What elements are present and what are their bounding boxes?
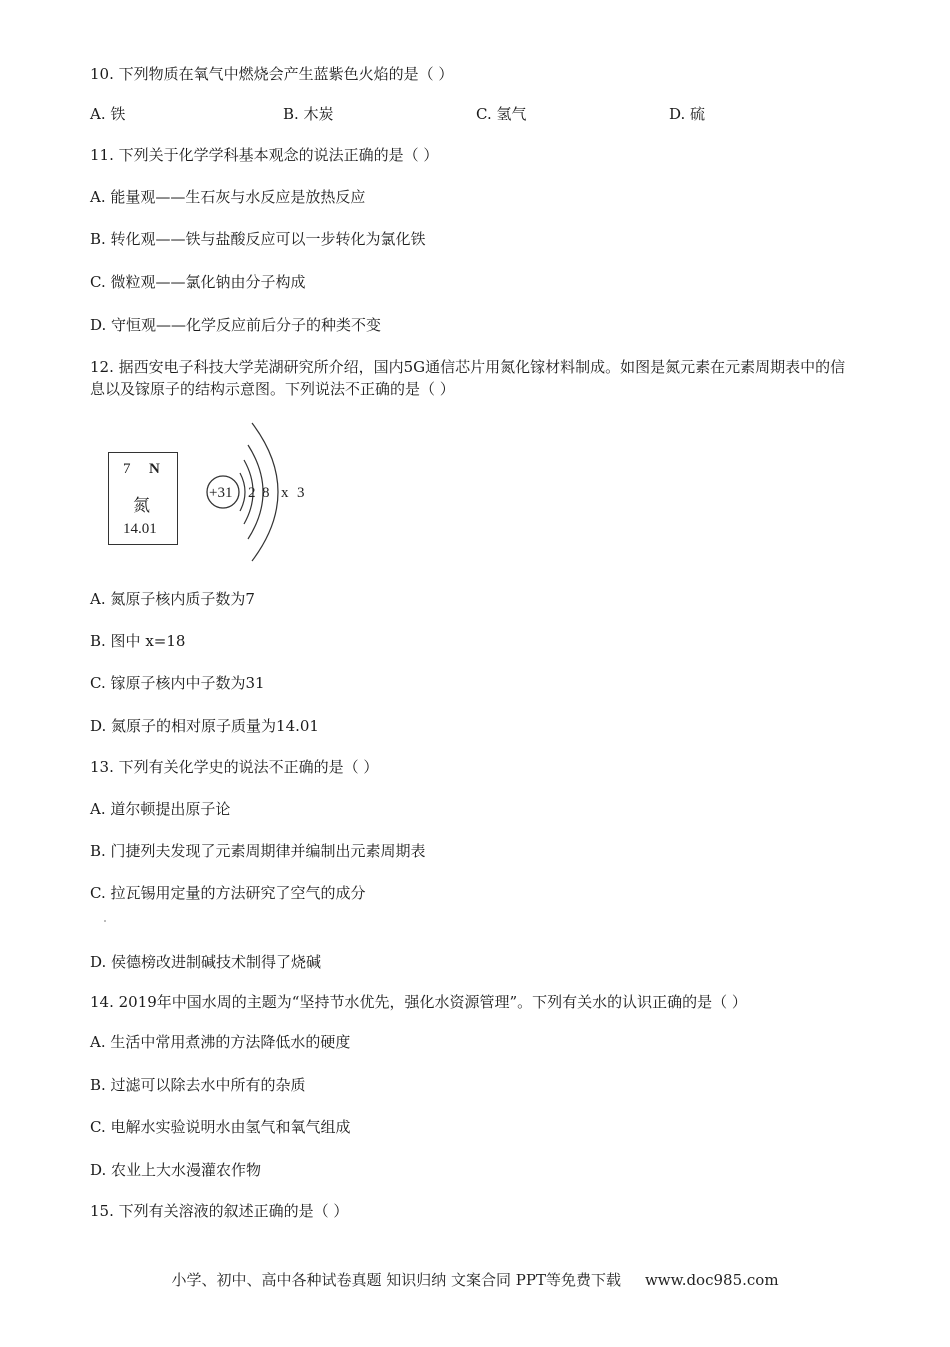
gallium-atom-diagram: [200, 415, 320, 565]
element-name: 氮: [133, 496, 150, 515]
q12-option-b: B. 图中 x=18: [90, 632, 186, 650]
q14-stem: 14. 2019年中国水周的主题为“坚持节水优先，强化水资源管理”。下列有关水的认识正确的是（ ）: [90, 993, 747, 1011]
page-footer: [0, 1270, 950, 1290]
q13-option-a: A. 道尔顿提出原子论: [90, 800, 231, 818]
q13-stem: 13. 下列有关化学史的说法不正确的是（ ）: [90, 758, 379, 776]
q10-option-d: D. 硫: [669, 105, 706, 123]
atomic-mass: 14.01: [123, 521, 157, 537]
shell-3-electrons: x: [281, 485, 289, 501]
q11-option-b: B. 转化观——铁与盐酸反应可以一步转化为氯化铁: [90, 230, 426, 248]
q10-option-b: B. 木炭: [283, 105, 334, 123]
q12-option-d: D. 氮原子的相对原子质量为14.01: [90, 717, 319, 735]
nucleus-charge: +31: [209, 485, 233, 501]
q14-option-a: A. 生活中常用煮沸的方法降低水的硬度: [90, 1033, 351, 1051]
q11-stem: 11. 下列关于化学学科基本观念的说法正确的是（ ）: [90, 146, 439, 164]
q10-option-c: C. 氢气: [476, 105, 527, 123]
shell-1-electrons: 2: [248, 485, 256, 501]
q14-option-d: D. 农业上大水漫灌农作物: [90, 1161, 262, 1179]
footer-text: 小学、初中、高中各种试卷真题 知识归纳 文案合同 PPT等免费下载: [171, 1271, 621, 1289]
q13-option-c: C. 拉瓦锡用定量的方法研究了空气的成分: [90, 884, 366, 902]
q13-option-d: D. 侯德榜改进制碱技术制得了烧碱: [90, 953, 322, 971]
q12-option-c: C. 镓原子核内中子数为31: [90, 674, 265, 692]
footer-url[interactable]: www.doc985.com: [644, 1271, 779, 1289]
q11-option-a: A. 能量观——生石灰与水反应是放热反应: [90, 188, 366, 206]
q14-option-c: C. 电解水实验说明水由氢气和氧气组成: [90, 1118, 351, 1136]
element-symbol: N: [149, 461, 160, 477]
q12-option-a: A. 氮原子核内质子数为7: [90, 590, 255, 608]
q10-option-a: A. 铁: [90, 105, 126, 123]
q14-option-b: B. 过滤可以除去水中所有的杂质: [90, 1076, 306, 1094]
q11-option-c: C. 微粒观——氯化钠由分子构成: [90, 273, 306, 291]
stray-dot: [104, 920, 106, 922]
q15-stem: 15. 下列有关溶液的叙述正确的是（ ）: [90, 1202, 349, 1220]
q11-option-d: D. 守恒观——化学反应前后分子的种类不变: [90, 316, 382, 334]
shell-arc-1: [240, 473, 245, 511]
shell-2-electrons: 8: [262, 485, 270, 501]
q10-stem: 10. 下列物质在氧气中燃烧会产生蓝紫色火焰的是（ ）: [90, 65, 454, 83]
shell-4-electrons: 3: [297, 485, 305, 501]
q12-stem: 12. 据西安电子科技大学芜湖研究所介绍，国内5G通信芯片用氮化镓材料制成。如图是氮元素在元素周期表中的信息以及镓原子的结构示意图。下列说法不正确的是（ ）: [90, 358, 846, 398]
q13-option-b: B. 门捷列夫发现了元素周期律并编制出元素周期表: [90, 842, 426, 860]
element-card-nitrogen: [108, 452, 178, 545]
atomic-number: 7: [123, 461, 131, 477]
